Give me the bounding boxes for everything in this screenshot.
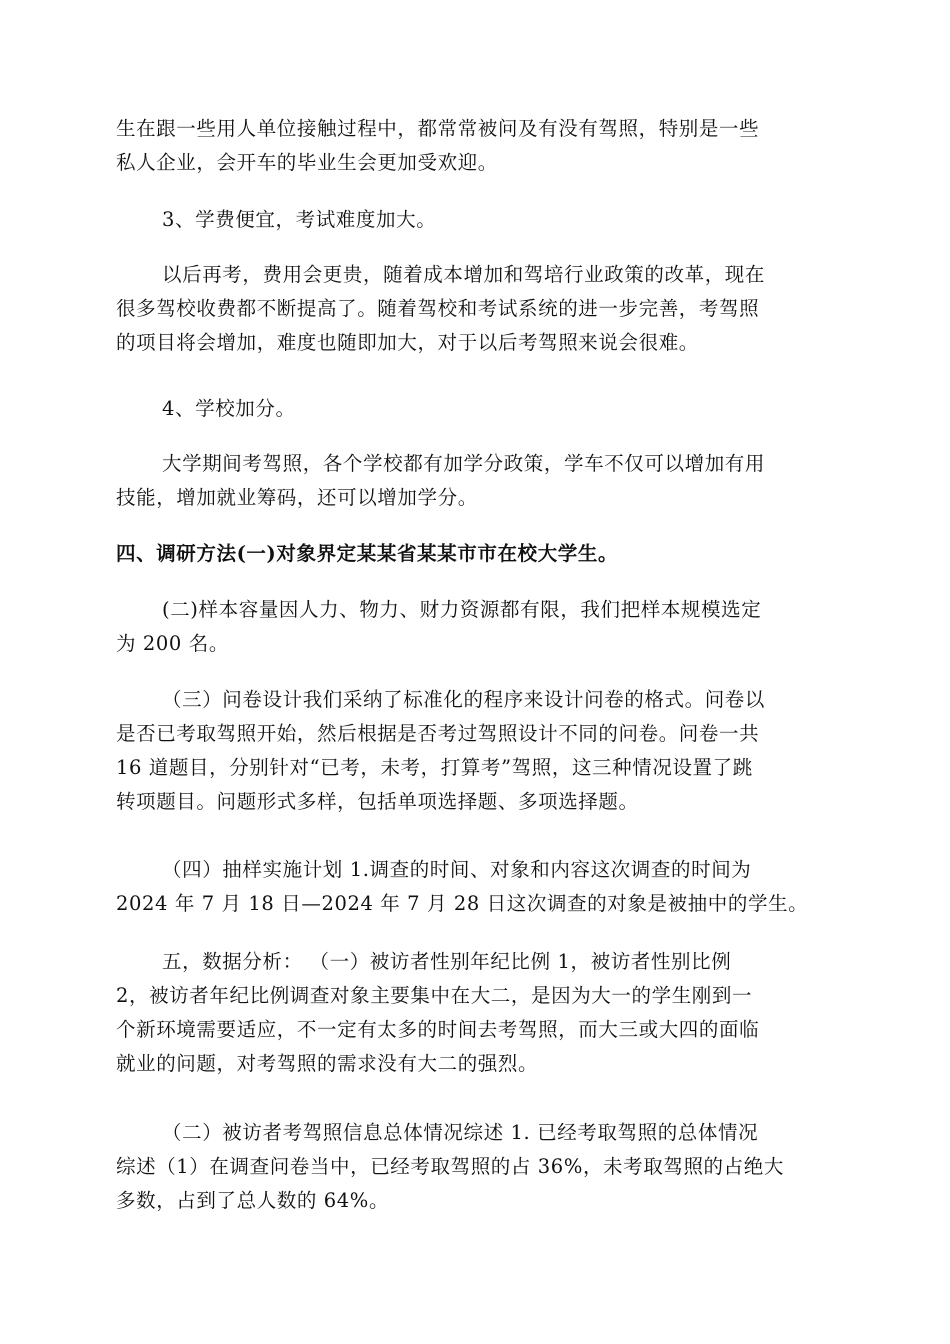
text-line: 五，数据分析： （一）被访者性别年纪比例 1，被访者性别比例 — [162, 950, 732, 973]
paragraph-sampling-plan — [116, 853, 836, 921]
text-line: 为 200 名。 — [116, 632, 229, 655]
text-line: 生在跟一些用人单位接触过程中，都常常被问及有没有驾照，特别是一些 — [116, 117, 760, 140]
text-line: 大学期间考驾照，各个学校都有加学分政策，学车不仅可以增加有用 — [162, 452, 766, 475]
text-line: （二）被访者考驾照信息总体情况综述 1. 已经考取驾照的总体情况 — [162, 1121, 759, 1144]
paragraph-sample-size — [116, 593, 836, 661]
text-line: 综述（1）在调查问卷当中，已经考取驾照的占 36%，未考取驾照的占绝大 — [116, 1155, 784, 1178]
text-line: 2024 年 7 月 18 日—2024 年 7 月 28 日这次调查的对象是被抽中的学生。 — [116, 892, 809, 915]
text-line: （四）抽样实施计划 1.调查的时间、对象和内容这次调查的时间为 — [162, 858, 752, 881]
text-line: 私人企业，会开车的毕业生会更加受欢迎。 — [116, 151, 498, 174]
paragraph-point-3-body — [116, 258, 836, 360]
text-line: 是否已考取驾照开始，然后根据是否考过驾照设计不同的问卷。问卷一共 — [116, 722, 760, 745]
text-line: 4、学校加分。 — [162, 397, 296, 420]
point-3-heading — [116, 203, 836, 237]
text-line: 转项题目。问题形式多样，包括单项选择题、多项选择题。 — [116, 790, 639, 813]
point-4-heading — [116, 392, 836, 426]
text-line: 以后再考，费用会更贵，随着成本增加和驾培行业政策的改革，现在 — [162, 263, 766, 286]
text-line: 个新环境需要适应，不一定有太多的时间去考驾照，而大三或大四的面临 — [116, 1018, 760, 1041]
paragraph-data-analysis — [116, 945, 836, 1081]
text-line: 3、学费便宜，考试难度加大。 — [162, 208, 437, 231]
text-line: 四、调研方法(一)对象界定某某省某某市市在校大学生。 — [116, 542, 619, 565]
section-4-heading — [116, 537, 836, 571]
text-line: 很多驾校收费都不断提高了。随着驾校和考试系统的进一步完善，考驾照 — [116, 297, 760, 320]
text-line: 16 道题目，分别针对“已考，未考，打算考”驾照，这三种情况设置了跳 — [116, 756, 753, 779]
paragraph-continuation — [116, 112, 836, 180]
text-line: 技能，增加就业筹码，还可以增加学分。 — [116, 486, 478, 509]
text-line: 多数，占到了总人数的 64%。 — [116, 1189, 390, 1212]
paragraph-questionnaire-design — [116, 683, 836, 819]
text-line: 2，被访者年纪比例调查对象主要集中在大二，是因为大一的学生刚到一 — [116, 984, 753, 1007]
text-line: 就业的问题，对考驾照的需求没有大二的强烈。 — [116, 1052, 539, 1075]
paragraph-point-4-body — [116, 447, 836, 515]
paragraph-license-overview — [116, 1116, 836, 1218]
text-line: (二)样本容量因人力、物力、财力资源都有限，我们把样本规模选定 — [162, 598, 762, 621]
text-line: （三）问卷设计我们采纳了标准化的程序来设计问卷的格式。问卷以 — [162, 688, 766, 711]
text-line: 的项目将会增加，难度也随即加大，对于以后考驾照来说会很难。 — [116, 331, 699, 354]
